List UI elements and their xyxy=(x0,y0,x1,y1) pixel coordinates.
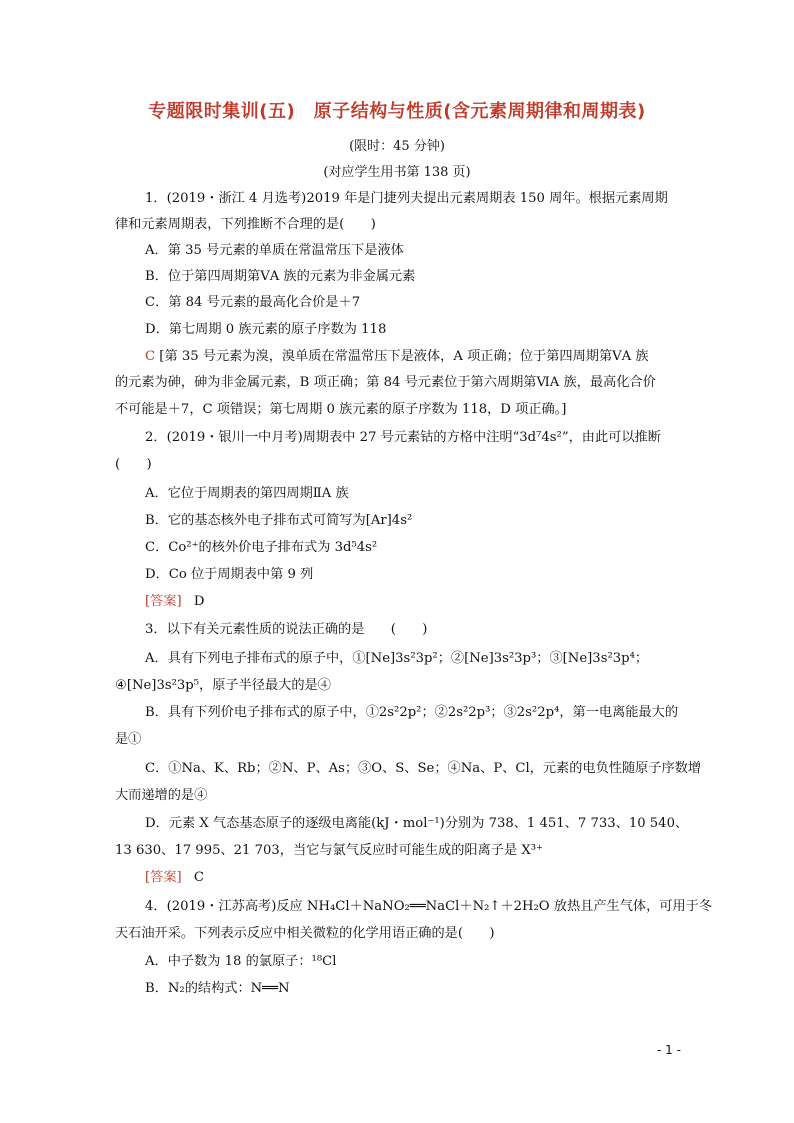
q2-answer: D xyxy=(193,594,205,609)
q1-stem-line1: 1．(2019・浙江 4 月选考)2019 年是门捷列夫提出元素周期表 150 周年。根据元素周期 xyxy=(145,191,668,206)
q3-option-c-line1: C．①Na、K、Rb；②N、P、As；③O、S、Se；④Na、P、Cl，元素的电负性随原子序数增 xyxy=(145,761,702,776)
page-number: - 1 - xyxy=(657,1043,681,1057)
page-title: 专题限时集训(五) 原子结构与性质(含元素周期律和周期表) xyxy=(148,101,646,122)
q1-option-b: B．位于第四周期第ⅤA 族的元素为非金属元素 xyxy=(145,269,416,284)
q2-stem-line2: ( ) xyxy=(115,457,152,472)
q1-answer: C xyxy=(145,349,156,364)
q1-option-c: C．第 84 号元素的最高化合价是＋7 xyxy=(145,295,361,310)
q1-explanation-text: [第 35 号元素为溴，溴单质在常温常压下是液体，A 项正确；位于第四周期第ⅤA 族 xyxy=(159,349,649,364)
q3-answer-tag: [答案] xyxy=(145,870,182,885)
q3-option-c-line2: 大而递增的是④ xyxy=(115,788,208,803)
q1-explanation-line2: 的元素为砷，砷为非金属元素，B 项正确；第 84 号元素位于第六周期第ⅥA 族，最高化合价 xyxy=(115,375,656,390)
q3-option-d-line2: 13 630、17 995、21 703，当它与氯气反应时可能生成的阳离子是 X³⁺ xyxy=(115,843,544,858)
q3-option-d-line1: D．元素 X 气态基态原子的逐级电离能(kJ・mol⁻¹)分别为 738、1 451、7 733、10 540、 xyxy=(145,816,689,831)
q3-option-b-line2: 是① xyxy=(115,732,142,747)
q3-option-a-line2: ④[Ne]3s²3p⁵，原子半径最大的是④ xyxy=(115,678,331,693)
time-limit: (限时：45 分钟) xyxy=(349,139,445,154)
q3-stem: 3．以下有关元素性质的说法正确的是 ( ) xyxy=(145,622,428,637)
q2-answer-line xyxy=(145,593,204,611)
book-reference: (对应学生用书第 138 页) xyxy=(323,165,471,180)
q4-option-a: A．中子数为 18 的氯原子：¹⁸Cl xyxy=(145,954,337,969)
q3-option-b-line1: B．具有下列价电子排布式的原子中，①2s²2p²；②2s²2p³；③2s²2p⁴，第一电离能最大的 xyxy=(145,705,679,720)
q1-option-d: D．第七周期 0 族元素的原子序数为 118 xyxy=(145,322,387,337)
q2-option-c: C．Co²⁺的核外价电子排布式为 3d⁵4s² xyxy=(145,540,378,555)
q1-explanation-line1 xyxy=(145,348,649,366)
q3-option-a-line1: A．具有下列电子排布式的原子中，①[Ne]3s²3p²；②[Ne]3s²3p³；③[Ne]3s²3p⁴； xyxy=(145,651,649,666)
q1-option-a: A．第 35 号元素的单质在常温常压下是液体 xyxy=(145,243,404,258)
q1-explanation-line3: 不可能是＋7，C 项错误；第七周期 0 族元素的原子序数为 118，D 项正确。] xyxy=(115,402,567,417)
q4-option-b: B．N₂的结构式：N══N xyxy=(145,981,290,996)
q2-stem-line1: 2．(2019・银川一中月考)周期表中 27 号元素钴的方格中注明“3d⁷4s²”，由此可以推断 xyxy=(145,430,661,445)
q4-stem-line2: 天石油开采。下列表示反应中相关微粒的化学用语正确的是( ) xyxy=(115,926,495,941)
q3-answer-line xyxy=(145,869,204,887)
q2-option-a: A．它位于周期表的第四周期ⅡA 族 xyxy=(145,486,349,501)
q2-answer-tag: [答案] xyxy=(145,594,182,609)
q3-answer: C xyxy=(193,870,204,885)
q1-stem-line2: 律和元素周期表，下列推断不合理的是( ) xyxy=(115,217,376,232)
q2-option-d: D．Co 位于周期表中第 9 列 xyxy=(145,567,314,582)
q4-stem-line1: 4．(2019・江苏高考)反应 NH₄Cl＋NaNO₂══NaCl＋N₂↑＋2H₂O 放热且产生气体，可用于冬 xyxy=(145,899,713,914)
q2-option-b: B．它的基态核外电子排布式可简写为[Ar]4s² xyxy=(145,513,413,528)
